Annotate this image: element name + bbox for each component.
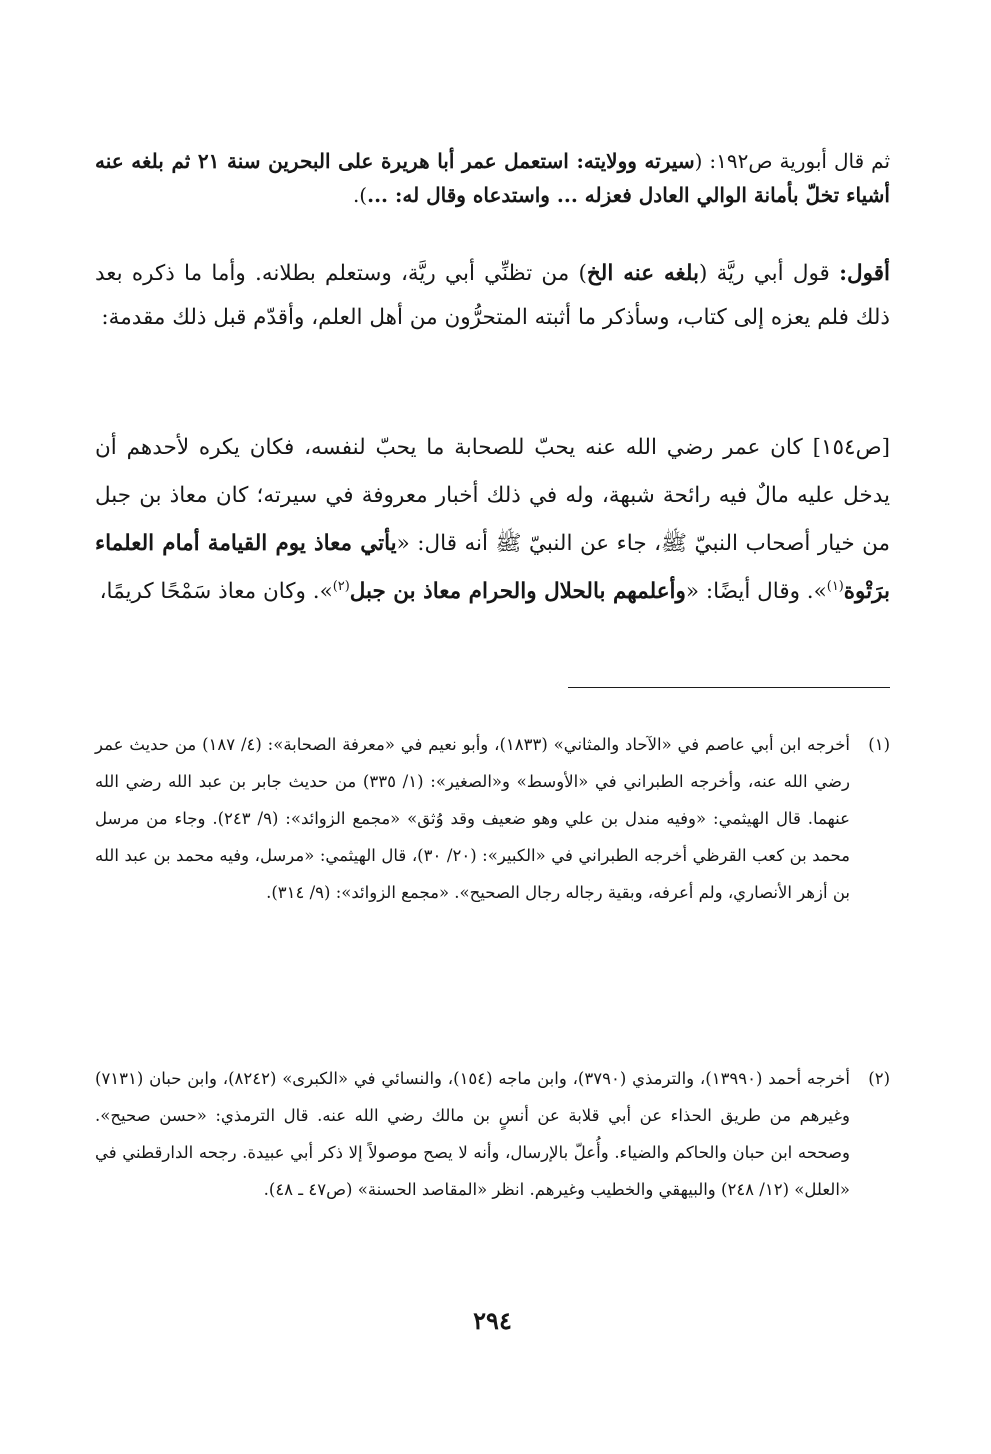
footnote-text: أخرجه ابن أبي عاصم في «الآحاد والمثاني» (١٨٣٣)، وأبو نعيم في «معرفة الصحابة»: (٤/ ١٨٧) من حديث عمر رضي الله عنه، وأخرجه الطبراني في «الأوسط» و«الصغير»: (١/ ٣٣٥) من حديث جابر بن عبد الله رضي الله عنهما. قال الهيثمي: «وفيه مندل بن علي وهو ضعيف وقد وُثق» «مجمع الزوائد»: (٩/ ٢٤٣). وجاء من مرسل محمد بن كعب القرظي أخرجه الطبراني في «الكبير»: (٢٠/ ٣٠)، قال الهيثمي: «مرسل، وفيه محمد بن عبد الله بن أزهر الأنصاري، ولم أعرفه، وبقية رجاله رجال الصحيح». «مجمع الزوائد»: (٩/ ٣١٤). <box>95 735 850 902</box>
body-text-2: ». وقال أيضًا: « <box>685 579 827 604</box>
body-text-3: ». وكان معاذ سَمْحًا كريمًا، <box>99 579 333 604</box>
intro-close: ). <box>352 183 368 207</box>
response-lead: أقول: <box>839 261 890 286</box>
footnote-number: (١) <box>868 735 890 754</box>
intro-quote: سيرته وولايته: استعمل عمر أبا هريرة على البحرين سنة ٢١ ثم بلغه عنه أشياء تخلّ بأمانة الوالي العادل فعزله ... واستدعاه وقال له: ... <box>95 149 890 207</box>
footnote-text: أخرجه أحمد (١٣٩٩٠)، والترمذي (٣٧٩٠)، وابن ماجه (١٥٤)، والنسائي في «الكبرى» (٨٢٤٢)، وابن حبان (٧١٣١) وغيرهم من طريق الحذاء عن أبي قلابة عن أنسٍ بن مالك رضي الله عنه. قال الترمذي: «حسن صحيح». وصححه ابن حبان والحاكم والضياء. وأُعلّ بالإرسال، وأنه لا يصح موصولاً إلا ذكر أبي عبيدة. رجحه الدارقطني في «العلل» (١٢/ ٢٤٨) والبيهقي والخطيب وغيرهم. انظر «المقاصد الحسنة» (ص٤٧ ـ ٤٨). <box>95 1069 850 1199</box>
response-text-1: قول أبي ريَّة ( <box>698 261 840 286</box>
footnote-ref-1[interactable]: (١) <box>826 578 844 594</box>
book-page <box>95 132 890 1422</box>
footnote-ref-2[interactable]: (٢) <box>332 578 350 594</box>
response-paragraph <box>95 252 890 340</box>
hadith-quote-1: يأتي معاذ يوم القيامة أمام العلماء برَتْوة <box>95 531 890 604</box>
footnote-2 <box>95 1060 890 1208</box>
body-paragraph <box>95 424 890 616</box>
response-text-2: ) من تظنِّي أبي ريَّة، وستعلم بطلانه. وأما ما ذكره بعد ذلك فلم يعزه إلى كتاب، وسأذكر ما أثبته المتحرُّون من أهل العلم، وأقدّم قبل ذلك مقدمة: <box>95 261 890 330</box>
footnote-1 <box>95 726 890 911</box>
response-bold: بلغه عنه الخ <box>586 261 699 286</box>
footnote-number: (٢) <box>868 1069 890 1088</box>
page-reference: [ص١٥٤] <box>812 435 890 460</box>
intro-text: ثم قال أبورية ص١٩٢: ( <box>694 149 891 173</box>
page-number: ٢٩٤ <box>473 1306 512 1335</box>
hadith-quote-2: وأعلمهم بالحلال والحرام معاذ بن جبل <box>349 579 686 604</box>
footnote-divider <box>568 687 890 688</box>
intro-paragraph <box>95 144 890 212</box>
body-text-1: كان عمر رضي الله عنه يحبّ للصحابة ما يحبّ لنفسه، فكان يكره لأحدهم أن يدخل عليه مالٌ فيه رائحة شبهة، وله في ذلك أخبار معروفة في سيرته؛ كان معاذ بن جبل من خيار أصحاب النبيّ ﷺ، جاء عن النبيّ ﷺ أنه قال: « <box>95 435 891 556</box>
